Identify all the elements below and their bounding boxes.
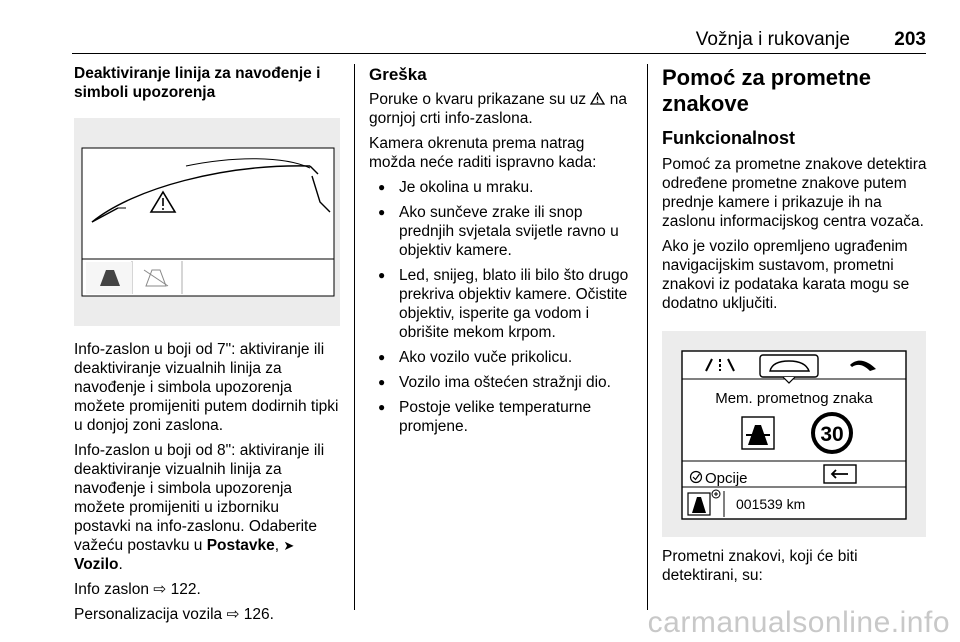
camera-guidelines-figure xyxy=(74,118,340,326)
arrow-right-icon: ➤ xyxy=(283,538,295,553)
options-label: Opcije xyxy=(705,470,748,487)
period: . xyxy=(118,556,123,573)
column-divider-1 xyxy=(354,64,355,610)
section-heading-guidelines: Deaktiviranje linija za navođenje i simboli upozorenja xyxy=(74,65,321,101)
paragraph-functionality: Pomoć za prometne znakove detektira određene prometne znakove putem prednje kamere i prikazuje ih na zaslonu informacijskog centra vozača. xyxy=(662,156,927,230)
odometer-value: 001539 km xyxy=(736,496,806,512)
fault-text-after: na gornjoj crti info-zaslona. xyxy=(369,91,627,127)
subsection-heading: Funkcionalnost xyxy=(662,128,796,148)
reference-personalization-page: 126. xyxy=(239,606,274,623)
fault-text-before: Poruke o kvaru prikazane su uz xyxy=(369,91,591,108)
chapter-heading: Pomoć za prometne znakove xyxy=(662,65,872,116)
paragraph-camera-conditions: Kamera okrenuta prema natrag možda neće raditi ispravno kada: xyxy=(369,135,597,171)
reference-personalization-text: Personalizacija vozila xyxy=(74,606,227,623)
list-item: ● Je okolina u mraku. xyxy=(369,178,635,197)
list-item: ● Ako sunčeve zrake ili snop prednjih svjetala svijetle ravno u objektiv kamere. xyxy=(369,203,635,260)
list-item: ● Postoje velike temperaturne promjene. xyxy=(369,398,635,436)
page-ref-icon: ⇨ xyxy=(153,581,167,598)
page-ref-icon: ⇨ xyxy=(226,606,240,623)
list-item: ● Led, snijeg, blato ili bilo što drugo prekriva objektiv kamere. Očistite objektiv, isperite ga vodom i obrišite mekom krpom. xyxy=(369,266,635,342)
list-item: ● Vozilo ima oštećen stražnji dio. xyxy=(369,373,635,392)
reference-info-display-text: Info zaslon xyxy=(74,581,154,598)
section-title: Vožnja i rukovanje xyxy=(695,29,850,50)
section-heading-fault: Greška xyxy=(369,65,427,84)
menu-vozilo: Vozilo xyxy=(74,556,119,573)
paragraph-8inch xyxy=(74,441,340,574)
paragraph-navigation: Ako je vozilo opremljeno ugrađenim navigacijskim sustavom, prometni znakovi iz podataka karata mogu se dodatno uključiti. xyxy=(662,238,910,312)
watermark: carmanualsonline.info xyxy=(647,606,950,639)
column-2 xyxy=(369,64,635,436)
column-divider-2 xyxy=(647,64,648,610)
menu-separator: , xyxy=(274,537,284,554)
column-1 xyxy=(74,64,340,624)
paragraph-detected-signs: Prometni znakovi, koji će biti detektirani, su: xyxy=(662,548,858,584)
page-number: 203 xyxy=(894,29,926,50)
reference-info-display xyxy=(74,580,340,599)
paragraph-7inch: Info-zaslon u boji od 7": aktiviranje ili deaktiviranje vizualnih linija za navođenje i simbola upozorenja možete promijeniti putem dodirnih tipki u donjoj zoni zaslona. xyxy=(74,341,339,434)
list-item: ● Ako vozilo vuče prikolicu. xyxy=(369,348,635,367)
menu-postavke: Postavke xyxy=(206,537,275,554)
warning-triangle-icon xyxy=(590,92,605,105)
speed-limit-value: 30 xyxy=(820,423,844,446)
paragraph-8inch-text: Info-zaslon u boji od 8": aktiviranje ili deaktiviranje vizualnih linija za navođenje i simbola upozorenja možete promijeniti u izborniku postavki na info-zaslonu. Odaberite važeću postavku u xyxy=(74,442,325,554)
reference-personalization xyxy=(74,605,340,624)
camera-guidelines-illustration xyxy=(74,118,340,326)
reference-info-display-page: 122. xyxy=(166,581,201,598)
display-title: Mem. prometnog znaka xyxy=(715,390,873,407)
traffic-sign-display-figure xyxy=(662,331,926,537)
header-rule xyxy=(72,53,926,54)
page-header xyxy=(72,26,926,54)
condition-list xyxy=(369,178,635,436)
column-3 xyxy=(662,64,930,585)
driver-info-display xyxy=(662,331,926,537)
paragraph-fault-message xyxy=(369,90,635,128)
